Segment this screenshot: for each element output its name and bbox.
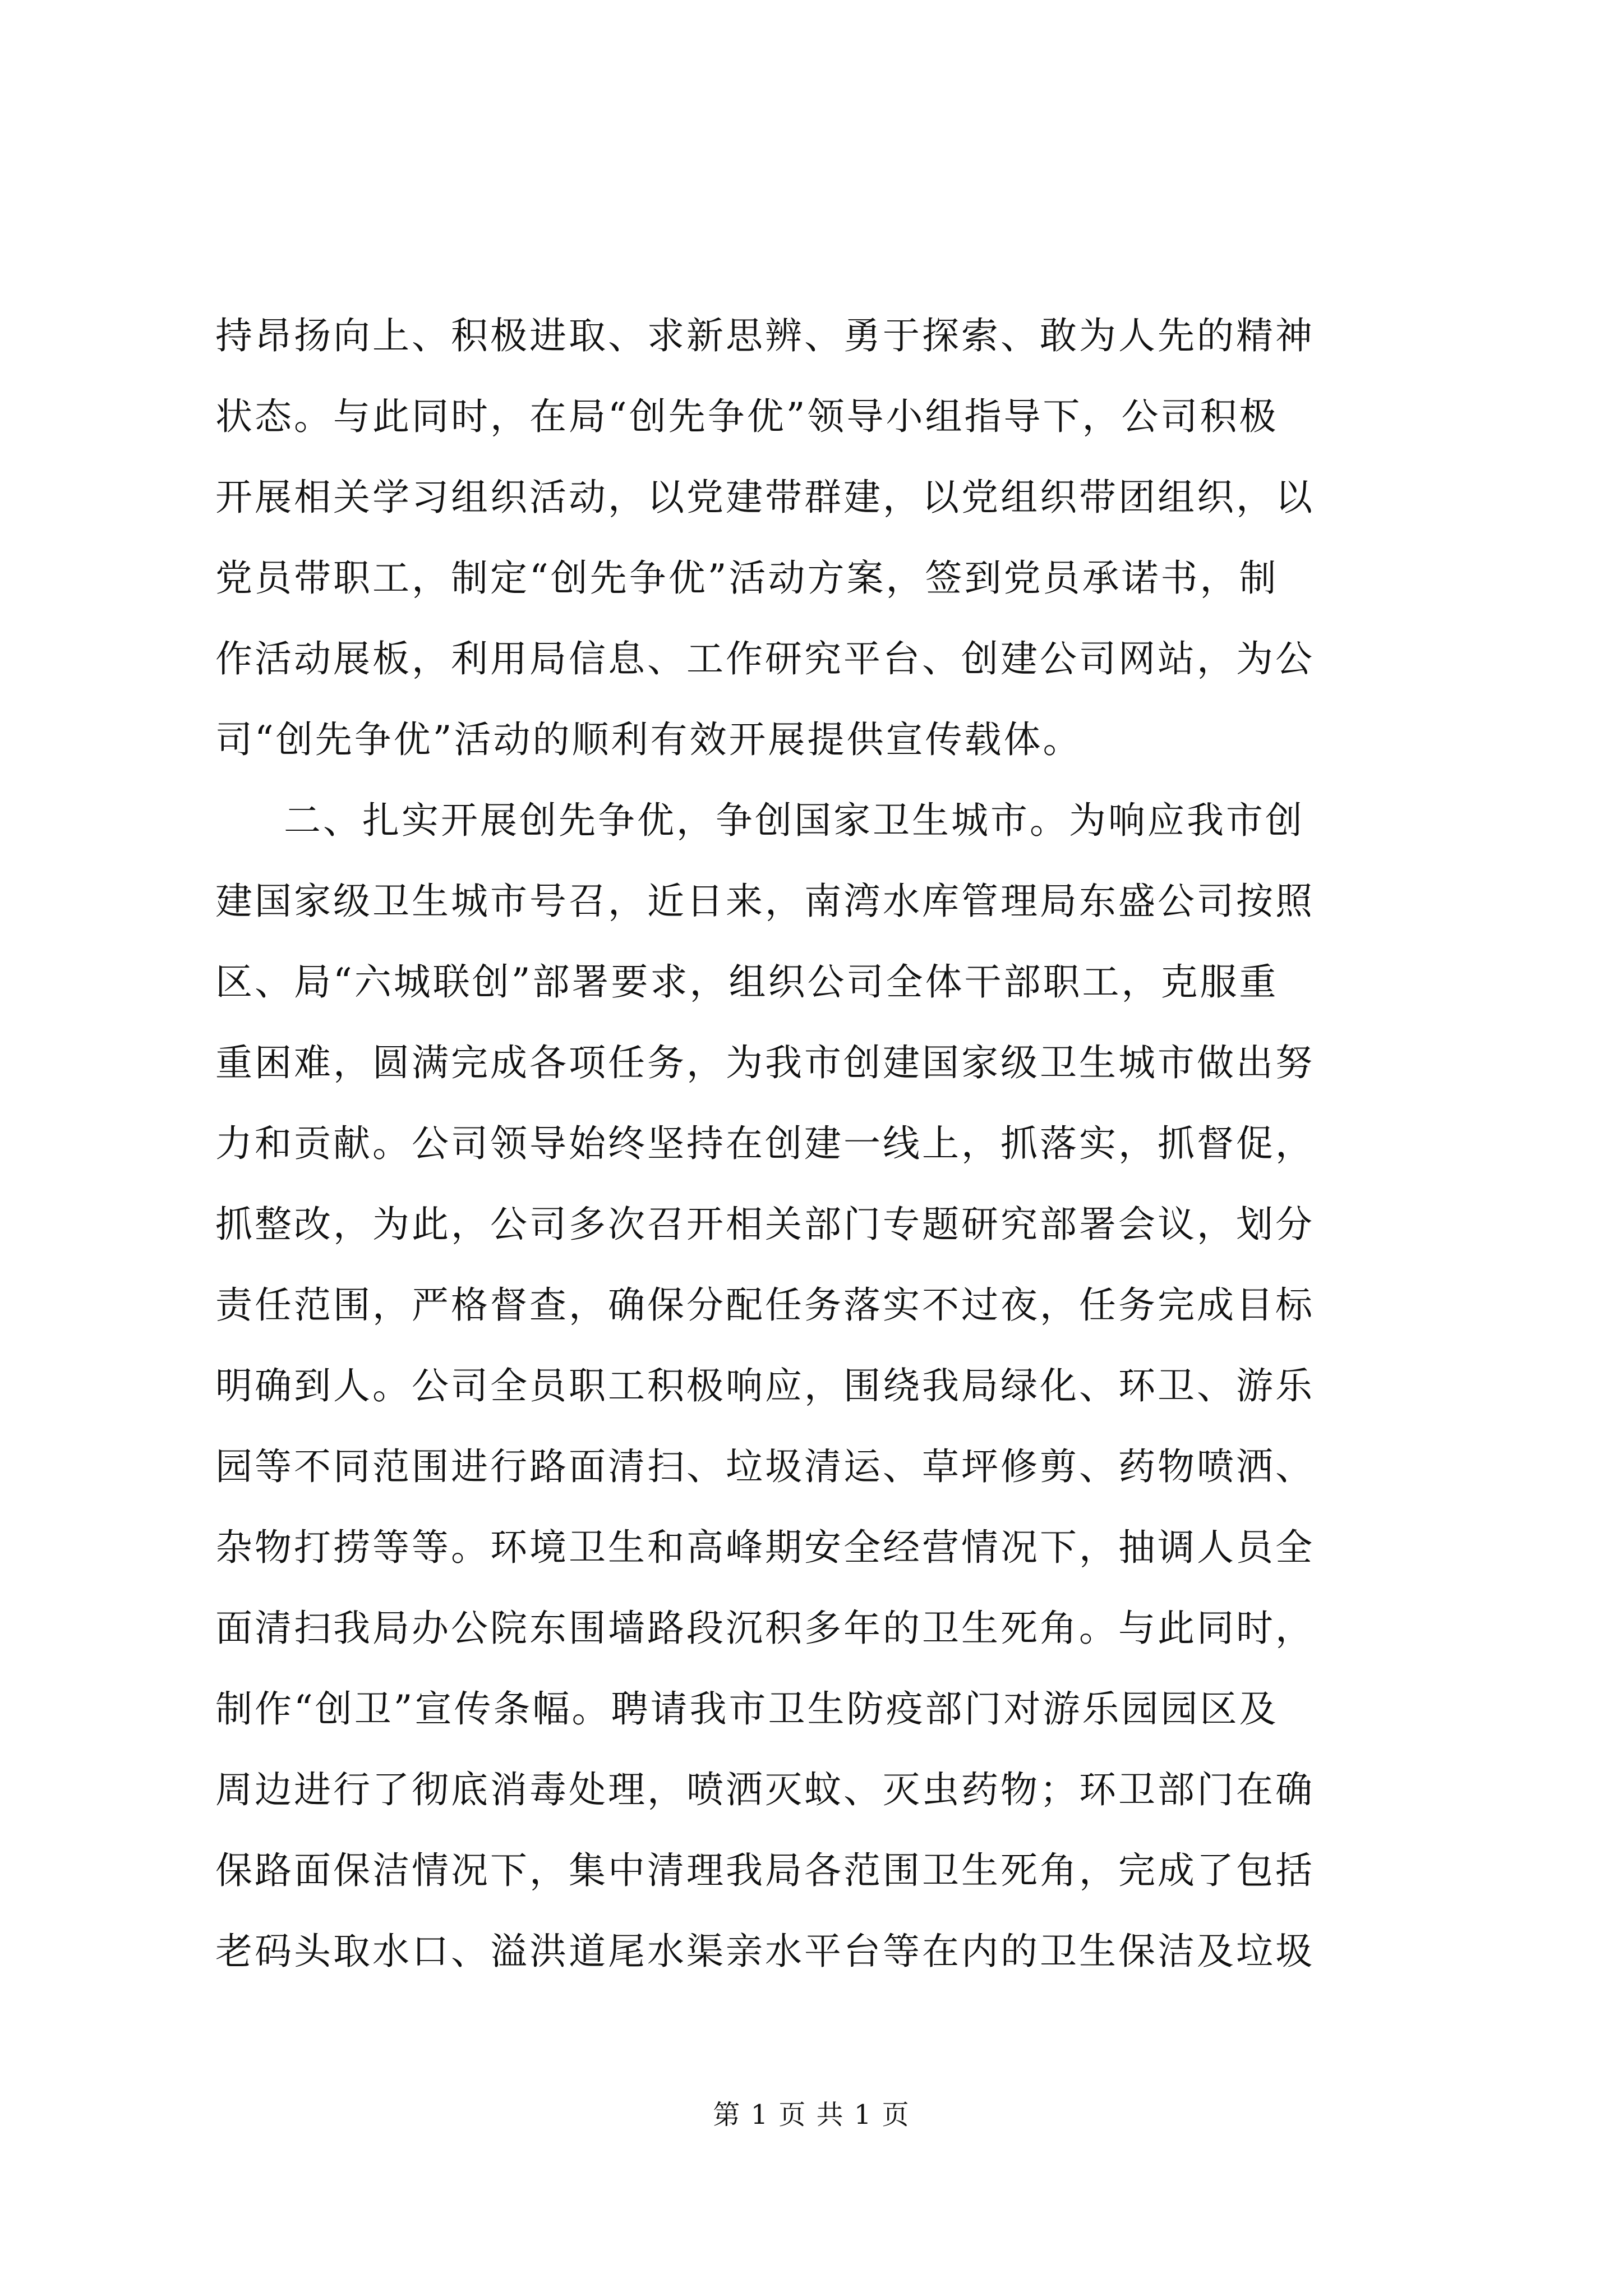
text-line: 杂物打捞等等。环境卫生和高峰期安全经营情况下，抽调人员全 bbox=[215, 1526, 1315, 1569]
text-line: 保路面保洁情况下，集中清理我局各范围卫生死角，完成了包括 bbox=[215, 1849, 1315, 1892]
text-line: 责任范围，严格督查，确保分配任务落实不过夜，任务完成目标 bbox=[215, 1283, 1315, 1327]
text-line: 作活动展板，利用局信息、工作研究平台、创建公司网站，为公 bbox=[215, 637, 1315, 680]
page-number-footer: 第 1 页 共 1 页 bbox=[713, 2099, 910, 2131]
text-line: 建国家级卫生城市号召，近日来，南湾水库管理局东盛公司按照 bbox=[215, 880, 1315, 923]
text-line: 力和贡献。公司领导始终坚持在创建一线上，抓落实，抓督促， bbox=[215, 1122, 1315, 1165]
text-line: 抓整改，为此，公司多次召开相关部门专题研究部署会议，划分 bbox=[215, 1203, 1315, 1246]
text-line: 状态。与此同时，在局“创先争优”领导小组指导下，公司积极 bbox=[215, 395, 1279, 438]
text-line: 重困难，圆满完成各项任务，为我市创建国家级卫生城市做出努 bbox=[215, 1041, 1315, 1084]
text-line: 明确到人。公司全员职工积极响应，围绕我局绿化、环卫、游乐 bbox=[215, 1364, 1315, 1407]
paragraph-start-line: 二、扎实开展创先争优，争创国家卫生城市。为响应我市创 bbox=[284, 799, 1304, 842]
text-line: 区、局“六城联创”部署要求，组织公司全体干部职工，克服重 bbox=[215, 960, 1279, 1004]
text-line: 开展相关学习组织活动，以党建带群建，以党组织带团组织，以 bbox=[215, 476, 1315, 519]
text-line: 党员带职工，制定“创先争优”活动方案，签到党员承诺书，制 bbox=[215, 556, 1279, 600]
document-body bbox=[215, 296, 1415, 1992]
text-line: 制作“创卫”宣传条幅。聘请我市卫生防疫部门对游乐园园区及 bbox=[215, 1687, 1279, 1731]
text-line: 司“创先争优”活动的顺利有效开展提供宣传载体。 bbox=[215, 718, 1082, 761]
text-line: 周边进行了彻底消毒处理，喷洒灭蚊、灭虫药物；环卫部门在确 bbox=[215, 1768, 1315, 1811]
text-line: 面清扫我局办公院东围墙路段沉积多年的卫生死角。与此同时， bbox=[215, 1607, 1315, 1650]
text-line: 持昂扬向上、积极进取、求新思辨、勇于探索、敢为人先的精神 bbox=[215, 314, 1315, 357]
text-line: 园等不同范围进行路面清扫、垃圾清运、草坪修剪、药物喷洒、 bbox=[215, 1445, 1315, 1488]
text-line: 老码头取水口、溢洪道尾水渠亲水平台等在内的卫生保洁及垃圾 bbox=[215, 1930, 1315, 1973]
